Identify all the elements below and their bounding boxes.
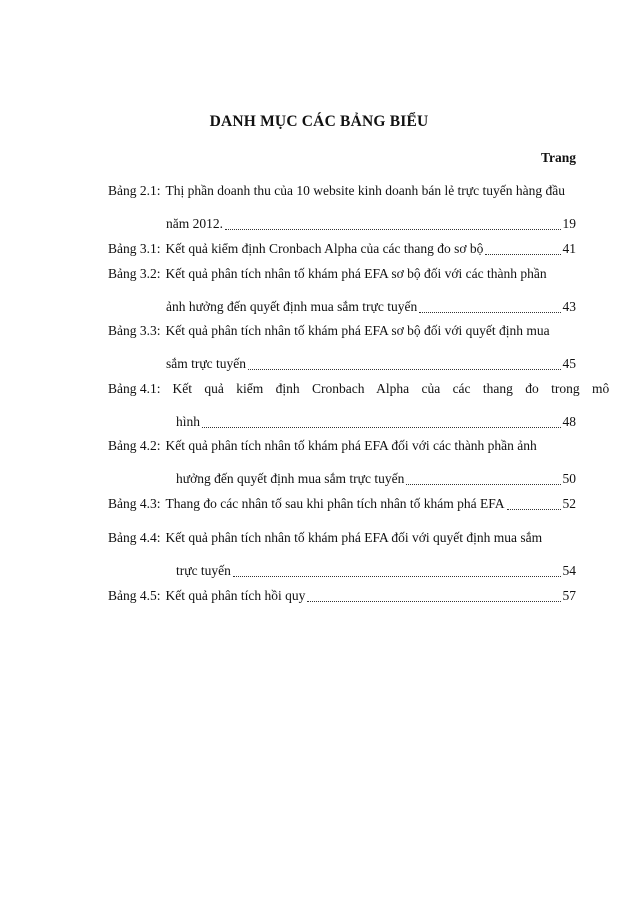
- entry-title: Kết quả phân tích nhân tố khám phá EFA sơ bộ đối với các thành phần: [165, 266, 547, 281]
- entry-label: Bảng 4.4:: [108, 530, 161, 545]
- toc-entry-2-1[interactable]: [108, 180, 576, 234]
- entry-page: 57: [562, 588, 576, 603]
- dot-leader: [507, 508, 561, 510]
- entry-title-cont: trực tuyến: [176, 563, 231, 578]
- entry-label: Bảng 4.2:: [108, 438, 161, 453]
- entry-title: Thị phần doanh thu của 10 website kinh doanh bán lẻ trực tuyến hàng đầu: [165, 183, 565, 198]
- entry-page: 41: [562, 241, 576, 256]
- toc-entry-3-1[interactable]: [108, 238, 576, 259]
- entry-label: Bảng 3.1:: [108, 241, 161, 256]
- dot-leader: [248, 368, 560, 370]
- dot-leader: [485, 253, 560, 255]
- entry-title: Kết quả phân tích hồi quy: [165, 588, 306, 603]
- entry-title: Kết quả phân tích nhân tố khám phá EFA sơ bộ đối với quyết định mua: [165, 323, 550, 338]
- entry-page: 19: [562, 216, 576, 231]
- dot-leader: [233, 575, 561, 577]
- toc-entry-4-4[interactable]: [108, 527, 576, 581]
- entry-label: Bảng 3.3:: [108, 323, 161, 338]
- entry-title: Thang đo các nhân tố sau khi phân tích nhân tố khám phá EFA: [165, 496, 505, 511]
- toc-entry-4-1[interactable]: [108, 378, 610, 432]
- entry-title-cont: ảnh hưởng đến quyết định mua sắm trực tuyến: [166, 299, 418, 314]
- entry-title-cont: hưởng đến quyết định mua sắm trực tuyến: [176, 471, 405, 486]
- entry-title: Kết quả kiểm định Cronbach Alpha của các thang đo sơ bộ: [165, 241, 484, 256]
- entry-page: 45: [562, 356, 576, 371]
- entry-label: Bảng 3.2:: [108, 266, 161, 281]
- dot-leader: [406, 483, 560, 485]
- entry-title: Kết quả kiểm định Cronbach Alpha của các thang đo trong mô: [172, 381, 610, 396]
- toc-entry-3-2[interactable]: [108, 263, 576, 317]
- toc-entry-4-5[interactable]: [108, 585, 576, 606]
- toc-entry-3-3[interactable]: [108, 320, 576, 374]
- entry-page: 43: [562, 299, 576, 314]
- dot-leader: [202, 426, 560, 428]
- entry-page: 52: [562, 496, 576, 511]
- toc-entry-4-3[interactable]: [108, 493, 576, 514]
- page-title: DANH MỤC CÁC BẢNG BIỂU: [209, 113, 429, 130]
- entry-page: 54: [562, 563, 576, 578]
- entry-label: Bảng 2.1:: [108, 183, 161, 198]
- entry-title-cont: năm 2012.: [166, 216, 223, 231]
- page-column-label: Trang: [540, 150, 576, 165]
- entry-page: 50: [562, 471, 576, 486]
- entry-title: Kết quả phân tích nhân tố khám phá EFA đối với các thành phần ảnh: [165, 438, 537, 453]
- entry-title-cont: hình: [176, 414, 201, 429]
- entry-label: Bảng 4.5:: [108, 588, 161, 603]
- entry-title: Kết quả phân tích nhân tố khám phá EFA đối với quyết định mua sắm: [165, 530, 543, 545]
- toc-entry-4-2[interactable]: [108, 435, 576, 489]
- entry-label: Bảng 4.3:: [108, 496, 161, 511]
- entry-label: Bảng 4.1:: [108, 381, 161, 396]
- entry-title-cont: sắm trực tuyến: [166, 356, 247, 371]
- dot-leader: [225, 228, 561, 230]
- dot-leader: [419, 311, 560, 313]
- entry-page: 48: [562, 414, 576, 429]
- dot-leader: [307, 600, 560, 602]
